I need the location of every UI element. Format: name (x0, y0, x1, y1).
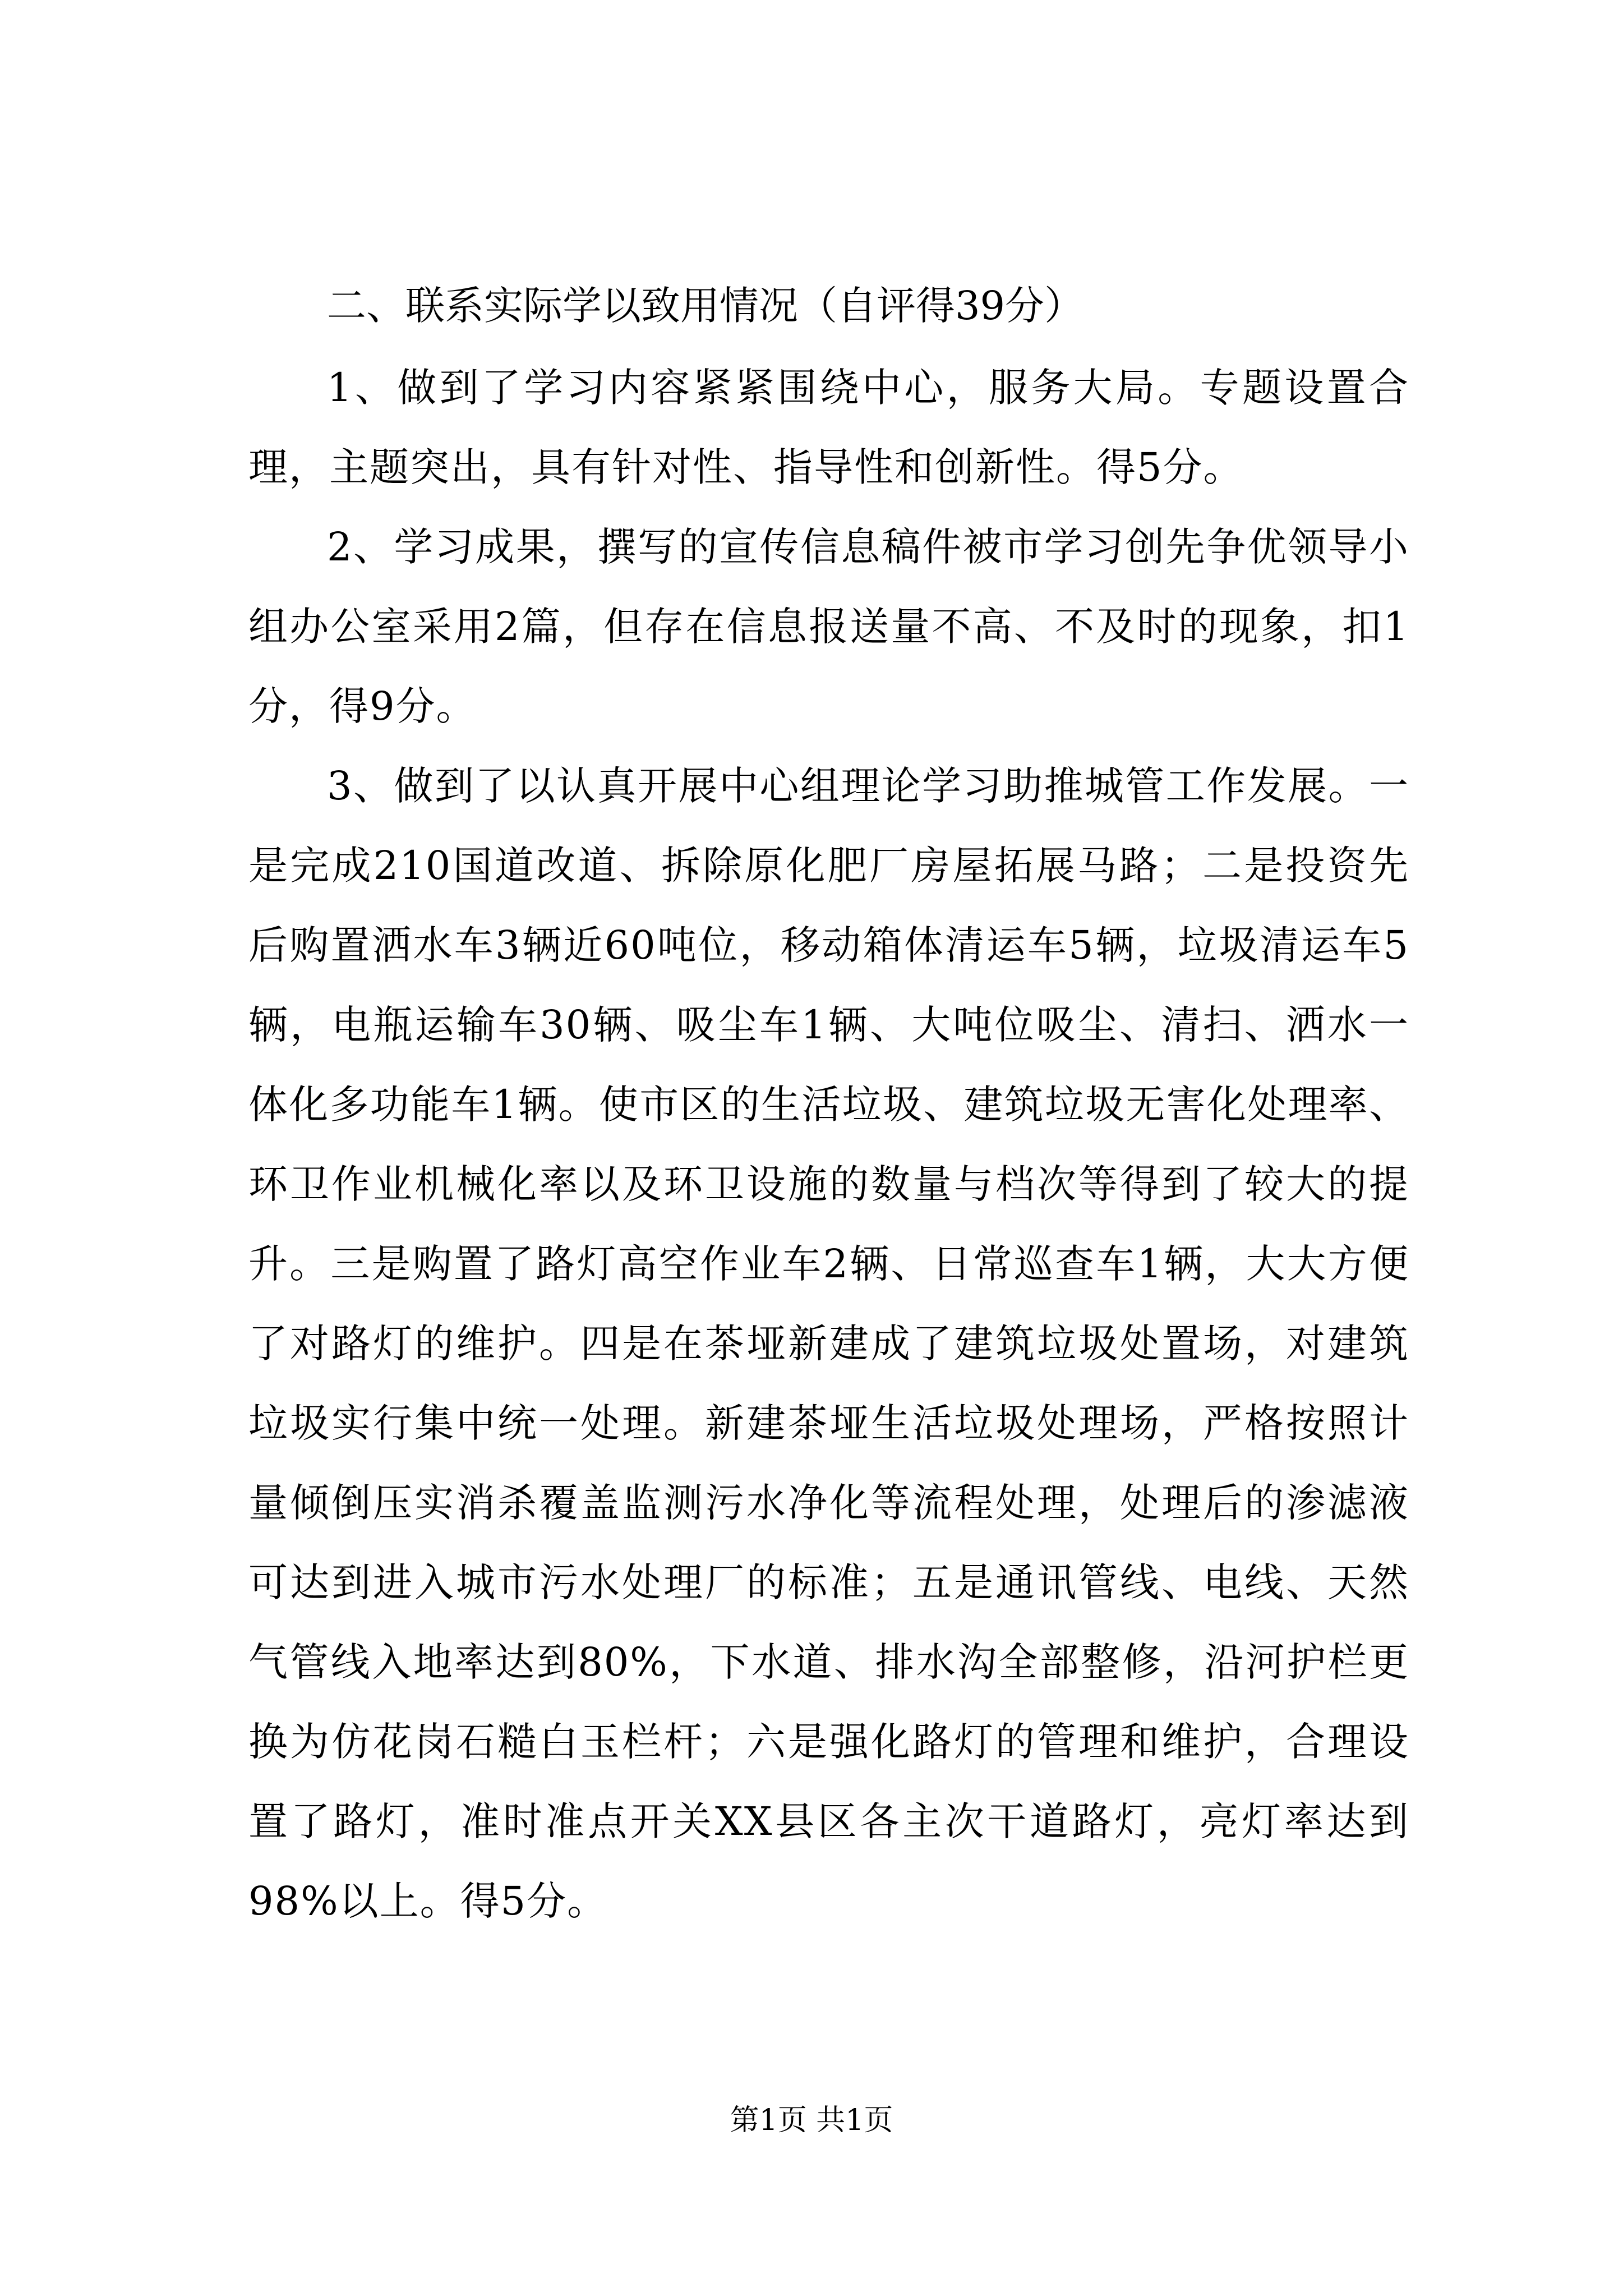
document-body (248, 264, 1409, 1941)
page-footer: 第1页 共1页 (730, 2104, 893, 2137)
paragraph-3: 3、做到了以认真开展中心组理论学习助推城管工作发展。一是完成210国道改道、拆除原化肥厂房屋拓展马路；二是投资先后购置洒水车3辆近60吨位，移动箱体清运车5辆，垃圾清运车5辆，电瓶运输车30辆、吸尘车1辆、大吨位吸尘、清扫、洒水一体化多功能车1辆。使市区的生活垃圾、建筑垃圾无害化处理率、环卫作业机械化率以及环卫设施的数量与档次等得到了较大的提升。三是购置了路灯高空作业车2辆、日常巡查车1辆，大大方便了对路灯的维护。四是在茶垭新建成了建筑垃圾处置场，对建筑垃圾实行集中统一处理。新建茶垭生活垃圾处理场，严格按照计量倾倒压实消杀覆盖监测污水净化等流程处理，处理后的渗滤液可达到进入城市污水处理厂的标准；五是通讯管线、电线、天然气管线入地率达到80%，下水道、排水沟全部整修，沿河护栏更换为仿花岗石糙白玉栏杆；六是强化路灯的管理和维护，合理设置了路灯，准时准点开关XX县区各主次干道路灯，亮灯率达到98%以上。得5分。 (248, 763, 1409, 1924)
section-heading: 二、联系实际学以致用情况（自评得39分） (327, 283, 1084, 329)
paragraph-2: 2、学习成果，撰写的宣传信息稿件被市学习创先争优领导小组办公室采用2篇，但存在信息报送量不高、不及时的现象，扣1分，得9分。 (248, 524, 1409, 729)
paragraph-1: 1、做到了学习内容紧紧围绕中心，服务大局。专题设置合理，主题突出，具有针对性、指导性和创新性。得5分。 (248, 365, 1409, 490)
